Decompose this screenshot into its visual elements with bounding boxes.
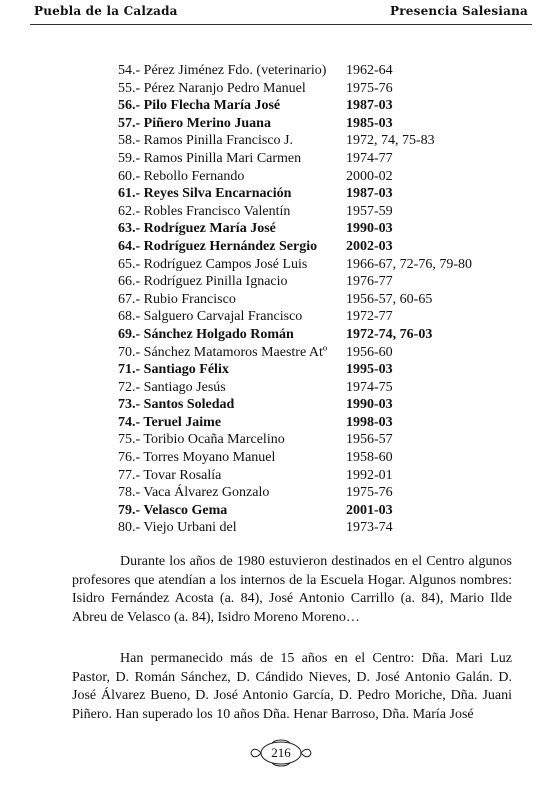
list-item bbox=[118, 361, 538, 379]
staff-years: 1958-60 bbox=[346, 450, 393, 466]
list-item bbox=[118, 519, 538, 537]
staff-name: 58.- Ramos Pinilla Francisco J. bbox=[118, 133, 293, 149]
staff-name: 76.- Torres Moyano Manuel bbox=[118, 450, 276, 466]
staff-name: 68.- Salguero Carvajal Francisco bbox=[118, 309, 303, 325]
staff-name: 65.- Rodríguez Campos José Luis bbox=[118, 256, 308, 272]
staff-name: 78.- Vaca Álvarez Gonzalo bbox=[118, 485, 270, 501]
staff-name: 80.- Viejo Urbani del bbox=[118, 520, 237, 536]
list-item bbox=[118, 185, 538, 203]
staff-years: 1974-75 bbox=[346, 379, 393, 395]
staff-name: 63.- Rodríguez María José bbox=[118, 221, 276, 237]
list-item bbox=[118, 150, 538, 168]
staff-name: 56.- Pilo Flecha María José bbox=[118, 98, 281, 114]
list-item bbox=[118, 414, 538, 432]
staff-years: 1990-03 bbox=[346, 397, 393, 413]
staff-name: 71.- Santiago Félix bbox=[118, 362, 229, 378]
staff-years: 1956-57, 60-65 bbox=[346, 291, 433, 307]
staff-years: 2001-03 bbox=[346, 502, 393, 518]
staff-years: 1973-74 bbox=[346, 520, 393, 536]
staff-name: 69.- Sánchez Holgado Román bbox=[118, 326, 294, 342]
staff-years: 1957-59 bbox=[346, 203, 393, 219]
list-item bbox=[118, 256, 538, 274]
list-item bbox=[118, 379, 538, 397]
staff-name: 72.- Santiago Jesús bbox=[118, 379, 226, 395]
staff-years: 1998-03 bbox=[346, 414, 393, 430]
staff-name: 55.- Pérez Naranjo Pedro Manuel bbox=[118, 80, 306, 96]
staff-name: 67.- Rubio Francisco bbox=[118, 291, 236, 307]
staff-years: 1956-60 bbox=[346, 344, 393, 360]
staff-years: 1992-01 bbox=[346, 467, 393, 483]
running-header-title: Puebla de la Calzada bbox=[34, 4, 178, 18]
staff-name: 59.- Ramos Pinilla Mari Carmen bbox=[118, 150, 302, 166]
staff-years: 1972-74, 76-03 bbox=[346, 326, 433, 342]
staff-name: 61.- Reyes Silva Encarnación bbox=[118, 186, 292, 202]
page-number: 216 bbox=[271, 745, 291, 760]
staff-years: 1990-03 bbox=[346, 221, 393, 237]
staff-years: 1974-77 bbox=[346, 150, 393, 166]
list-item bbox=[118, 291, 538, 309]
staff-name: 66.- Rodríguez Pinilla Ignacio bbox=[118, 274, 288, 290]
header-rule bbox=[30, 24, 532, 25]
staff-years: 1976-77 bbox=[346, 274, 393, 290]
staff-years: 1972, 74, 75-83 bbox=[346, 133, 435, 149]
list-item bbox=[118, 431, 538, 449]
staff-years: 1966-67, 72-76, 79-80 bbox=[346, 256, 472, 272]
list-item bbox=[118, 97, 538, 115]
staff-name: 73.- Santos Soledad bbox=[118, 397, 235, 413]
list-item bbox=[118, 449, 538, 467]
paragraph-1-text: Durante los años de 1980 estuvieron destinados en el Centro algunos profesores que atendían a los internos de la Escuela Hogar. Algunos nombres: Isidro Fernández Acosta (a. 84), José Antonio Carrillo (a. 84), Mario Ilde Abreu de Velasco (a. 84), Isidro Moreno Moreno… bbox=[72, 554, 512, 625]
staff-years: 1975-76 bbox=[346, 485, 393, 501]
staff-name: 79.- Velasco Gema bbox=[118, 502, 228, 518]
staff-years: 1962-64 bbox=[346, 63, 393, 78]
staff-list bbox=[118, 62, 538, 537]
paragraph-2-text: Han permanecido más de 15 años en el Centro: Dña. Mari Luz Pastor, D. Román Sánchez, D. Cándido Nieves, D. José Antonio Galán. D. José Álvarez Bueno, D. José Antonio García, D. Pedro Moriche, Dña. Juani Piñero. Han superado los 10 años Dña. Henar Barroso, Dña. María José bbox=[72, 651, 512, 722]
list-item bbox=[118, 344, 538, 362]
list-item bbox=[118, 467, 538, 485]
staff-years: 1995-03 bbox=[346, 362, 393, 378]
list-item bbox=[118, 238, 538, 256]
staff-years: 2000-02 bbox=[346, 168, 393, 184]
list-item bbox=[118, 220, 538, 238]
list-item bbox=[118, 308, 538, 326]
paragraph-2 bbox=[72, 650, 512, 724]
staff-name: 62.- Robles Francisco Valentín bbox=[118, 203, 291, 219]
list-item bbox=[118, 273, 538, 291]
staff-years: 1985-03 bbox=[346, 115, 393, 131]
paragraph-1 bbox=[72, 553, 512, 627]
list-item bbox=[118, 62, 538, 80]
list-item bbox=[118, 203, 538, 221]
list-item bbox=[118, 396, 538, 414]
staff-name: 74.- Teruel Jaime bbox=[118, 414, 222, 430]
staff-years: 1956-57 bbox=[346, 432, 393, 448]
staff-name: 64.- Rodríguez Hernández Sergio bbox=[118, 238, 318, 254]
running-header-section: Presencia Salesiana bbox=[390, 4, 528, 18]
staff-name: 60.- Rebollo Fernando bbox=[118, 168, 245, 184]
list-item bbox=[118, 115, 538, 133]
staff-name: 70.- Sánchez Matamoros Maestre Atº bbox=[118, 344, 328, 360]
page-footer bbox=[0, 738, 560, 770]
staff-name: 57.- Piñero Merino Juana bbox=[118, 115, 271, 131]
staff-name: 54.- Pérez Jiménez Fdo. (veterinario) bbox=[118, 63, 327, 78]
list-item bbox=[118, 132, 538, 150]
staff-years: 1975-76 bbox=[346, 80, 393, 96]
list-item bbox=[118, 484, 538, 502]
list-item bbox=[118, 168, 538, 186]
staff-years: 1987-03 bbox=[346, 98, 393, 114]
list-item bbox=[118, 80, 538, 98]
list-item bbox=[118, 326, 538, 344]
staff-years: 1972-77 bbox=[346, 309, 393, 325]
staff-years: 1987-03 bbox=[346, 186, 393, 202]
staff-name: 77.- Tovar Rosalía bbox=[118, 467, 222, 483]
list-item bbox=[118, 502, 538, 520]
staff-years: 2002-03 bbox=[346, 238, 393, 254]
staff-name: 75.- Toribio Ocaña Marcelino bbox=[118, 432, 285, 448]
